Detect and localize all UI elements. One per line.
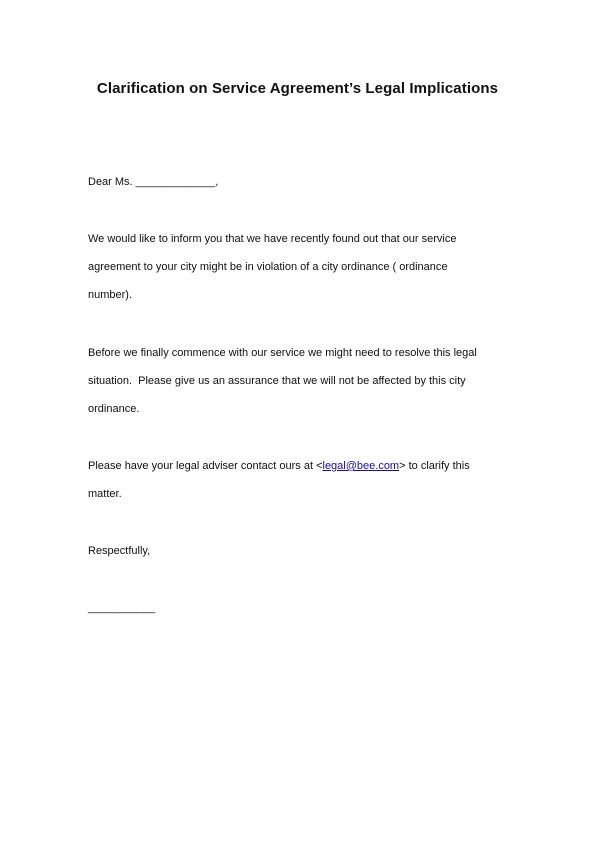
closing-text: Respectfully, <box>88 545 151 557</box>
paragraph-line: situation. Please give us an assurance that we will not be affected by this city <box>88 375 466 387</box>
paragraph-line: matter. <box>88 488 122 500</box>
signature-line-text: ___________ <box>88 602 156 614</box>
paragraph-line: We would like to inform you that we have recently found out that our service <box>88 233 457 245</box>
paragraph-line: Before we finally commence with our service we might need to resolve this legal <box>88 347 477 359</box>
closing <box>88 537 508 565</box>
email-link[interactable]: legal@bee.com <box>322 460 400 472</box>
paragraph-line: number). <box>88 289 133 301</box>
paragraph-line: ordinance. <box>88 403 140 415</box>
paragraph-violation-notice <box>88 225 508 309</box>
signature-line <box>88 594 508 622</box>
contact-suffix: > to clarify this <box>399 460 470 472</box>
salutation <box>88 168 508 196</box>
paragraph-assurance-request <box>88 339 508 423</box>
contact-prefix: Please have your legal adviser contact ours at < <box>88 460 323 472</box>
paragraph-line: agreement to your city might be in violation of a city ordinance ( ordinance <box>88 261 448 273</box>
document-title: Clarification on Service Agreement’s Legal Implications <box>96 80 499 97</box>
paragraph-contact-request <box>88 452 508 508</box>
salutation-text: Dear Ms. _____________, <box>88 176 219 188</box>
contact-line <box>88 452 508 480</box>
